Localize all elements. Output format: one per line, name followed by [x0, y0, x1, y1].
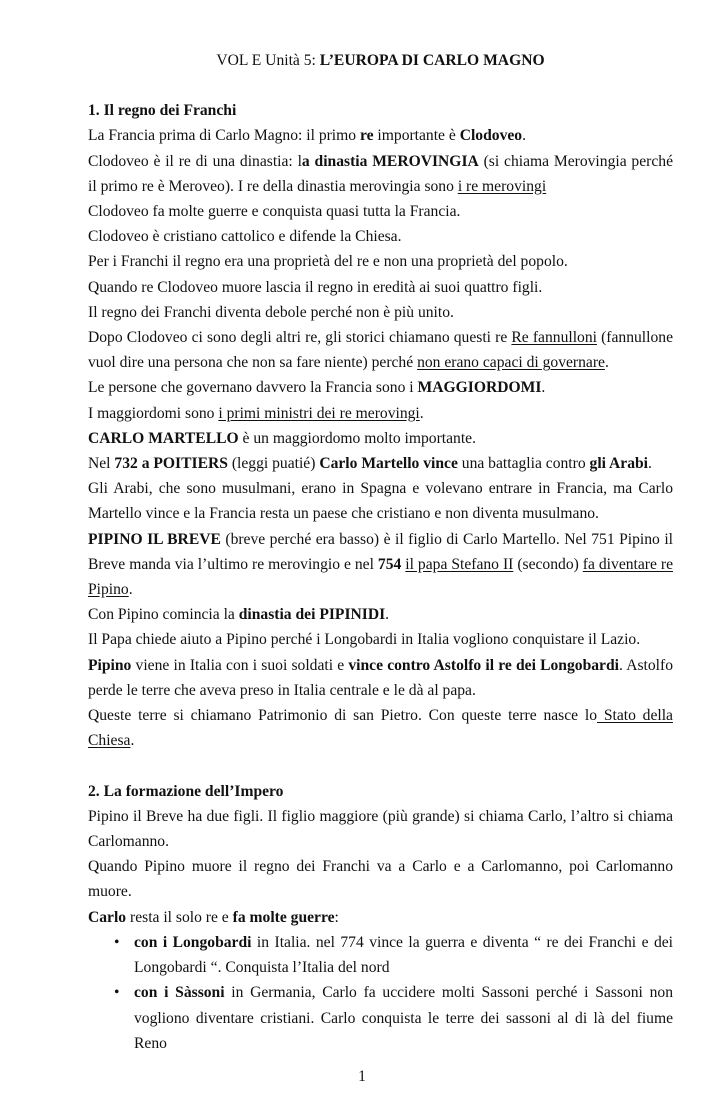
text-run: Clodoveo è cristiano cattolico e difende la Chiesa. — [88, 228, 402, 246]
paragraph — [88, 703, 673, 753]
bullet-icon: • — [114, 933, 120, 951]
text-run: . Astolfo perde le terre che aveva preso in Italia centrale e le dà al papa. — [88, 656, 673, 699]
text-run: in Germania, Carlo fa uccidere molti Sassoni perché i Sassoni non vogliono diventare cristiani. Carlo conquista le terre dei sassoni al di là del fiume Reno — [134, 984, 673, 1052]
bold-text: Carlo — [88, 908, 127, 926]
underlined-text: i re merovingi — [457, 177, 547, 195]
underlined-text: i primi ministri dei re merovingi — [218, 404, 420, 422]
paragraph — [88, 476, 673, 526]
paragraph — [88, 854, 673, 904]
text-run: Quando re Clodoveo muore lascia il regno in eredità ai suoi quattro figli. — [88, 278, 543, 296]
page-number: 1 — [358, 1067, 366, 1085]
text-run: . — [604, 354, 609, 372]
bold-text: L’EUROPA DI CARLO MAGNO — [319, 52, 545, 69]
section-heading: 1. Il regno dei Franchi — [88, 102, 237, 120]
underlined-text: non erano capaci di governare — [417, 354, 605, 372]
bold-text: con i Longobardi — [134, 933, 252, 951]
paragraph — [88, 426, 673, 451]
paragraph — [88, 275, 673, 300]
text-run: (breve perché era basso) è il figlio di Carlo Martello. Nel 751 Pipino il Breve manda via l’ultimo re merovingio e nel — [88, 530, 673, 573]
text-run: Le persone che governano davvero la Francia sono i — [88, 379, 418, 397]
text-run: I maggiordomi sono — [88, 404, 219, 422]
text-run: : — [334, 908, 339, 926]
text-run: Per i Franchi il regno era una proprietà del re e non una proprietà del popolo. — [88, 253, 568, 271]
text-run: Queste terre si chiamano Patrimonio di san Pietro. Con queste terre nasce lo — [88, 707, 598, 725]
bold-text: 754 — [377, 555, 402, 573]
paragraph — [88, 123, 673, 148]
paragraph — [88, 451, 673, 476]
text-run: . — [522, 127, 526, 145]
paragraph — [88, 905, 673, 930]
text-run: Nel — [88, 455, 115, 473]
text-run: . — [130, 732, 135, 750]
bold-text: CARLO MARTELLO — [88, 429, 239, 447]
section-heading: 2. La formazione dell’Impero — [88, 782, 284, 800]
paragraph — [88, 149, 673, 199]
text-run: . — [648, 455, 652, 473]
bold-text: MAGGIORDOMI — [417, 379, 542, 397]
text-run: VOL E Unità 5: — [216, 52, 320, 69]
text-run: (si chiama Merovingia perché il primo re è Meroveo). I re della dinastia merovingia sono — [88, 152, 673, 195]
text-run: Dopo Clodoveo ci sono degli altri re, gli storici chiamano questi re — [88, 329, 512, 347]
bold-text: re — [359, 127, 374, 145]
text-run: Il regno dei Franchi diventa debole perché non è più unito. — [88, 303, 454, 321]
bold-text: Pipino — [88, 656, 132, 674]
bold-text: con i Sàssoni — [134, 984, 225, 1002]
document-body — [88, 98, 673, 1056]
text-run: (secondo) — [513, 555, 583, 573]
bold-text: Clodoveo — [459, 127, 523, 145]
paragraph — [88, 401, 673, 426]
bullet-list — [88, 930, 673, 1056]
bold-text: PIPINO IL BREVE — [88, 530, 221, 548]
text-run: Clodoveo è il re di una dinastia: l — [88, 152, 302, 170]
bold-text: Carlo Martello vince — [319, 455, 458, 473]
text-run: . — [419, 404, 424, 422]
text-run: viene in Italia con i suoi soldati e — [131, 656, 349, 674]
text-run: è un maggiordomo molto importante. — [238, 429, 476, 447]
bold-text: dinastia dei PIPINIDI — [238, 606, 386, 624]
text-run: (fannullone vuol dire una persona che non sa fare niente) perché — [88, 329, 673, 372]
underlined-text: Stato della Chiesa — [88, 707, 673, 750]
paragraph — [88, 804, 673, 854]
text-run: La Francia prima di Carlo Magno: il primo — [88, 127, 360, 145]
text-run: Con Pipino comincia la — [88, 606, 239, 624]
underlined-text: il papa Stefano II — [405, 555, 514, 573]
paragraph — [88, 627, 673, 652]
text-run: una battaglia contro — [457, 455, 590, 473]
text-run: importante è — [373, 127, 460, 145]
text-run: Clodoveo fa molte guerre e conquista quasi tutta la Francia. — [88, 203, 461, 221]
underlined-text: fa diventare re Pipino — [88, 555, 673, 599]
text-run: Il Papa chiede aiuto a Pipino perché i Longobardi in Italia vogliono conquistare il Lazio. — [88, 631, 641, 649]
paragraph — [88, 300, 673, 325]
text-run: Gli Arabi, che sono musulmani, erano in Spagna e volevano entrare in Francia, ma Carlo Martello vince e la Francia resta un paese che cristiano e non diventa musulmano. — [88, 480, 673, 523]
list-item — [88, 980, 673, 1056]
bold-text: gli Arabi — [589, 455, 648, 473]
text-run: Quando Pipino muore il regno dei Franchi va a Carlo e a Carlomanno, poi Carlomanno muore. — [88, 858, 673, 901]
section-1 — [88, 98, 673, 753]
paragraph — [88, 325, 673, 375]
underlined-text: Re fannulloni — [511, 329, 597, 347]
bold-text: fa molte guerre — [232, 908, 335, 926]
paragraph — [88, 224, 673, 249]
text-run: . — [385, 606, 390, 624]
blank-line — [88, 753, 673, 778]
bold-text: a dinastia MEROVINGIA — [301, 152, 479, 170]
text-run: resta il solo re e — [126, 908, 233, 926]
document-page — [88, 0, 673, 1056]
paragraph — [88, 249, 673, 274]
paragraph — [88, 527, 673, 603]
document-title — [88, 48, 673, 73]
paragraph — [88, 375, 673, 400]
text-run: Pipino il Breve ha due figli. Il figlio maggiore (più grande) si chiama Carlo, l’altro si chiama Carlomanno. — [88, 807, 673, 851]
text-run: . — [541, 379, 546, 397]
bold-text: 732 a POITIERS — [114, 455, 228, 473]
text-run: in Italia. nel 774 vince la guerra e diventa “ re dei Franchi e dei Longobardi “. Conquista l’Italia del nord — [134, 933, 673, 977]
paragraph — [88, 199, 673, 224]
section-2 — [88, 779, 673, 1056]
bullet-icon: • — [114, 984, 120, 1002]
paragraph — [88, 653, 673, 703]
list-item — [88, 930, 673, 980]
text-run: (leggi puatié) — [227, 455, 320, 473]
bold-text: vince contro Astolfo il re dei Longobardi — [348, 656, 619, 674]
text-run: . — [128, 581, 133, 599]
paragraph — [88, 602, 673, 627]
